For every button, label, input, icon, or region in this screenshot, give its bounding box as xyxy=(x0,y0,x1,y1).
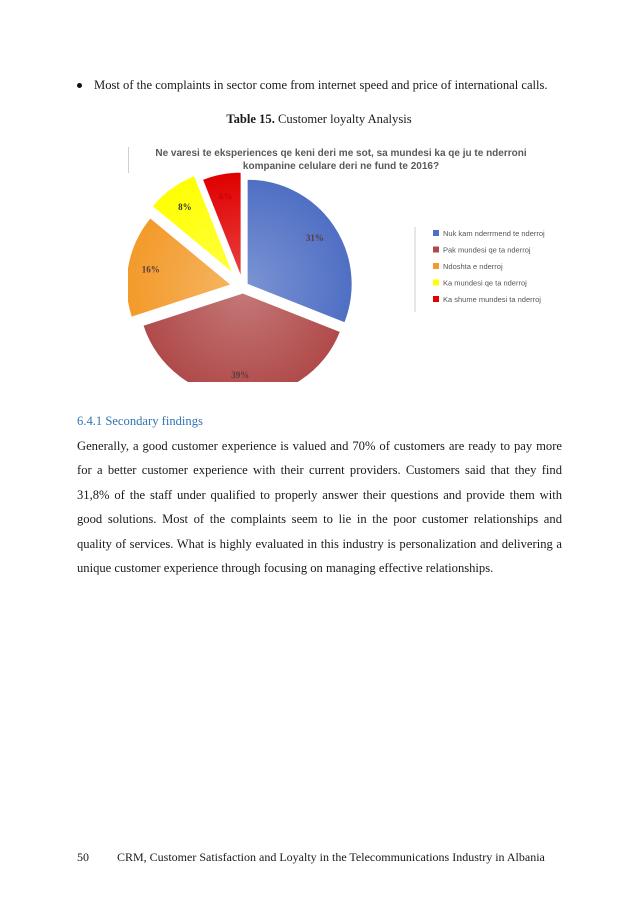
bullet-item xyxy=(77,78,577,93)
bullet-icon xyxy=(77,83,82,88)
pie-chart xyxy=(128,147,558,382)
caption-label: Table 15. xyxy=(226,112,275,126)
body-paragraph: Generally, a good customer experience is valued and 70% of customers are ready to pay more for a better customer experience with their current providers. Customers said that they find 31,8% of the staff under qualified to properly answer their questions and provide them with good solutions. Most of the complaints seem to lie in the poor customer relationships and quality of services. What is highly evaluated in this industry is personalization and delivering a unique customer experience through focusing on managing effective relationships. xyxy=(77,439,562,576)
chart-title-line-2: kompanine celulare deri ne fund te 2016? xyxy=(242,161,440,172)
bullet-text: Most of the complaints in sector come from internet speed and price of international calls. xyxy=(94,78,548,92)
legend-label: Pak mundesi qe ta nderroj xyxy=(443,245,531,255)
legend-swatch xyxy=(433,230,439,236)
pie-svg xyxy=(128,147,558,382)
legend-label: Nuk kam nderrmend te nderroj xyxy=(443,229,545,238)
table-caption xyxy=(0,112,638,127)
pie-data-label: 16% xyxy=(141,264,160,275)
legend-label: Ka mundesi qe ta nderroj xyxy=(443,278,527,288)
legend-label: Ka shume mundesi ta nderroj xyxy=(443,295,541,304)
legend-label: Ndoshta e nderroj xyxy=(443,262,503,271)
pie-data-label: 6% xyxy=(219,191,233,202)
chart-title-line-1: Ne varesi te eksperiences qe keni deri me sot, sa mundesi ka qe ju te nderroni xyxy=(155,148,527,159)
pie-data-label: 31% xyxy=(305,233,324,244)
page-number: 50 xyxy=(77,850,89,864)
legend-swatch xyxy=(433,280,439,286)
section-heading: 6.4.1 Secondary findings xyxy=(77,414,203,428)
footer-text: CRM, Customer Satisfaction and Loyalty in the Telecommunications Industry in Albania xyxy=(117,850,545,864)
legend-swatch xyxy=(433,263,439,269)
caption-text: Customer loyalty Analysis xyxy=(274,112,412,126)
page-footer xyxy=(77,850,567,865)
legend-swatch xyxy=(433,247,439,253)
legend-swatch xyxy=(433,296,439,302)
pie-data-label: 8% xyxy=(178,201,192,212)
pie-data-label: 39% xyxy=(231,369,250,380)
